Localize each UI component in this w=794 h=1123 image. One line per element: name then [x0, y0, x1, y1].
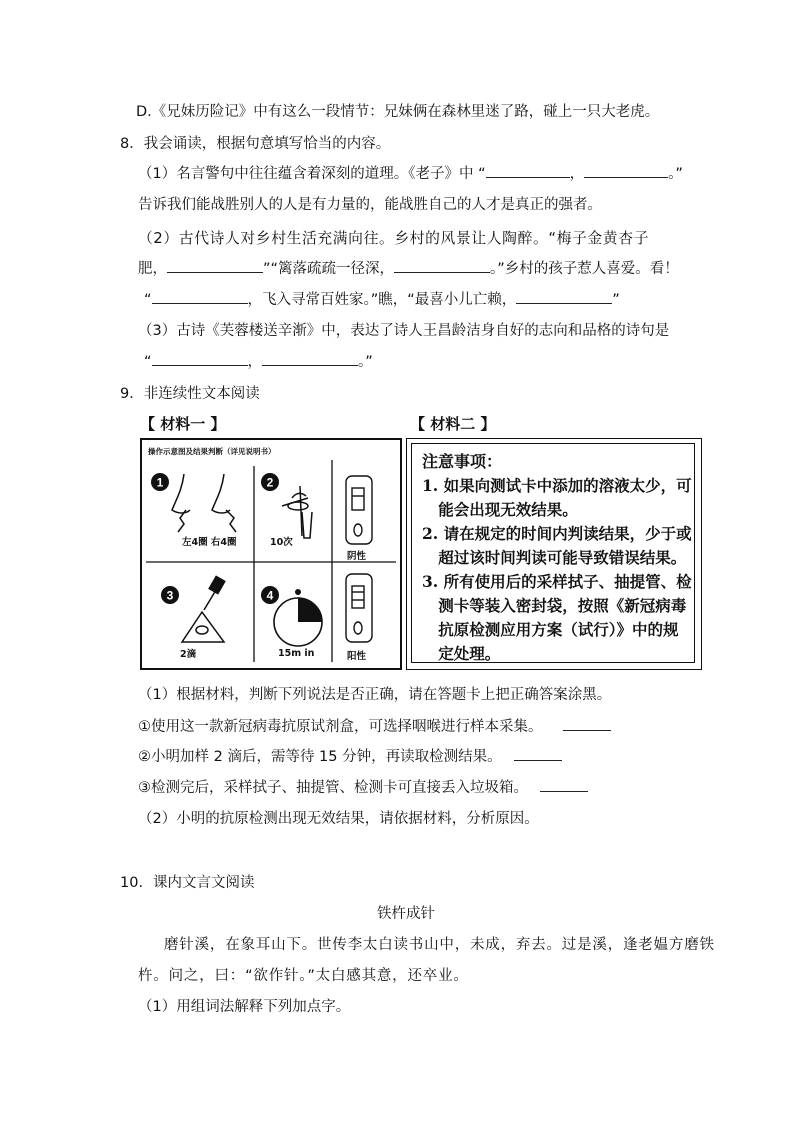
q10-stem: 课内文言文阅读 — [152, 875, 255, 891]
answer-blank[interactable] — [152, 289, 248, 304]
step3-caption: 2滴 — [180, 649, 197, 660]
positive-label: 阳性 — [347, 651, 367, 662]
q8-p2-text-b: ”“篱落疏疏一径深， — [263, 261, 395, 277]
notes-line-7: 抗原检测应用方案（试行）》中的规 — [422, 620, 679, 639]
q9-stem: 非连续性文本阅读 — [143, 386, 260, 402]
q8-heading — [120, 133, 390, 155]
step2-badge — [261, 473, 279, 491]
q9-item1-text: ①使用这一款新冠病毒抗原试剂盒，可选择咽喉进行样本采集。 — [138, 719, 543, 735]
q9-item3-text: ③检测完后，采样拭子、抽提管、检测卡可直接丢入垃圾箱。 — [138, 780, 528, 796]
notes-inner-border — [411, 443, 695, 663]
q9-item3 — [138, 777, 588, 799]
q8-stem: 我会诵读，根据句意填写恰当的内容。 — [143, 136, 391, 152]
q10-title: 铁杵成针 — [377, 906, 435, 922]
test-card-positive-icon — [346, 574, 372, 642]
diagram-header: 操作示意图及结果判断（详见说明书） — [148, 447, 276, 456]
q10-text-line1: 磨针溪，在象耳山下。世传李太白读书山中，未成，弃去。过是溪，逢老媪方磨铁 — [164, 937, 715, 953]
q8-p1-text-b: ， — [569, 166, 585, 182]
answer-blank[interactable] — [486, 163, 570, 178]
answer-blank[interactable] — [514, 746, 562, 761]
q10-number: 10． — [120, 875, 153, 891]
q10-heading — [120, 872, 254, 894]
q8-number: 8． — [120, 136, 144, 152]
answer-blank[interactable] — [540, 777, 588, 792]
svg-text:1: 1 — [156, 475, 164, 490]
notes-line-8: 定处理。 — [422, 644, 501, 663]
dropper-icon — [182, 576, 225, 642]
answer-blank[interactable] — [394, 258, 490, 273]
answer-blank[interactable] — [152, 351, 248, 366]
q8-p3-text-c: 。” — [358, 354, 373, 370]
q9-item1 — [138, 716, 611, 738]
answer-blank[interactable] — [516, 289, 612, 304]
q10-sub1: （1）用组词法解释下列加点字。 — [138, 999, 351, 1015]
q9-number: 9． — [120, 386, 144, 402]
notes-line-2: 能会出现无效结果。 — [422, 500, 578, 519]
q8-p1-line1 — [138, 163, 683, 185]
q8-p2-text-f: ” — [612, 292, 620, 308]
notes-line-6: 测卡等装入密封袋，按照《新冠病毒 — [422, 596, 687, 615]
q8-p3-line1: （3）古诗《芙蓉楼送辛渐》中，表达了诗人王昌龄洁身自好的志向和品格的诗句是 — [138, 323, 670, 339]
material1-diagram — [140, 438, 402, 670]
q9-sub2: （2）小明的抗原检测出现无效结果，请依据材料，分析原因。 — [138, 811, 539, 827]
q8-p2-text-c: 。”乡村的孩子惹人喜爱。看！ — [490, 261, 679, 277]
q8-p2-text-a: 肥， — [138, 261, 167, 277]
step4-caption: 15m in — [278, 648, 315, 659]
q8-p2-line1: （2）古代诗人对乡村生活充满向往。乡村的风景让人陶醉。“梅子金黄杏子 — [138, 230, 649, 247]
q8-p3-line2 — [144, 351, 373, 373]
step4-badge — [261, 586, 279, 604]
answer-blank[interactable] — [584, 163, 668, 178]
answer-blank[interactable] — [262, 351, 358, 366]
q9-item2 — [138, 746, 562, 768]
step1-caption: 左4圈 右4圈 — [182, 537, 237, 548]
extraction-tube-icon — [282, 486, 312, 538]
notes-line-4: 超过该时间判读可能导致错误结果。 — [422, 548, 687, 567]
q9-heading — [120, 383, 260, 405]
material2-label: 【 材料二 】 — [410, 415, 496, 433]
answer-blank[interactable] — [563, 716, 611, 731]
q8-p2-text-d: “ — [144, 292, 152, 308]
svg-text:4: 4 — [266, 588, 274, 603]
q8-p1-line2: 告诉我们能战胜别人的人是有力量的，能战胜自己的人才是真正的强者。 — [138, 197, 602, 213]
notes-line-1: 1. 如果向测试卡中添加的溶液太少，可 — [422, 476, 692, 495]
q8-p3-text-b: ， — [247, 354, 263, 370]
q8-p2-line2 — [138, 258, 679, 280]
q8-p2-text-e: ，飞入寻常百姓家。”瞧，“最喜小儿亡赖， — [247, 292, 517, 308]
q9-sub1: （1）根据材料，判断下列说法是否正确，请在答题卡上把正确答案涂黑。 — [138, 687, 612, 703]
step3-badge — [161, 586, 179, 604]
q9-item2-text: ②小明加样 2 滴后，需等待 15 分钟，再读取检测结果。 — [138, 749, 502, 765]
material2-notes — [406, 438, 702, 670]
notes-line-3: 2. 请在规定的时间内判读结果，少于或 — [422, 524, 692, 543]
material1-label: 【 材料一 】 — [140, 415, 226, 433]
answer-blank[interactable] — [167, 258, 263, 273]
nose-icon — [172, 474, 236, 532]
q8-p2-line3 — [144, 289, 620, 311]
q8-p3-text-a: “ — [144, 354, 152, 370]
svg-text:2: 2 — [266, 475, 274, 490]
notes-title: 注意事项： — [422, 452, 503, 471]
q7-option-d: D.《兄妹历险记》中有这么一段情节：兄妹俩在森林里迷了路，碰上一只大老虎。 — [136, 104, 660, 120]
q8-p1-text-c: 。” — [668, 166, 683, 182]
notes-line-5: 3. 所有使用后的采样拭子、抽提管、检 — [422, 572, 692, 591]
test-card-negative-icon — [346, 476, 372, 544]
timer-icon — [274, 589, 322, 646]
q10-text-line2: 杵。问之，曰：“欲作针。”太白感其意，还卒业。 — [138, 968, 469, 984]
negative-label: 阴性 — [347, 551, 367, 562]
step2-caption: 10次 — [270, 537, 293, 548]
q8-p1-text-a: （1）名言警句中往往蕴含着深刻的道理。《老子》中 “ — [138, 166, 486, 182]
svg-text:3: 3 — [166, 588, 174, 603]
step1-badge — [151, 473, 169, 491]
